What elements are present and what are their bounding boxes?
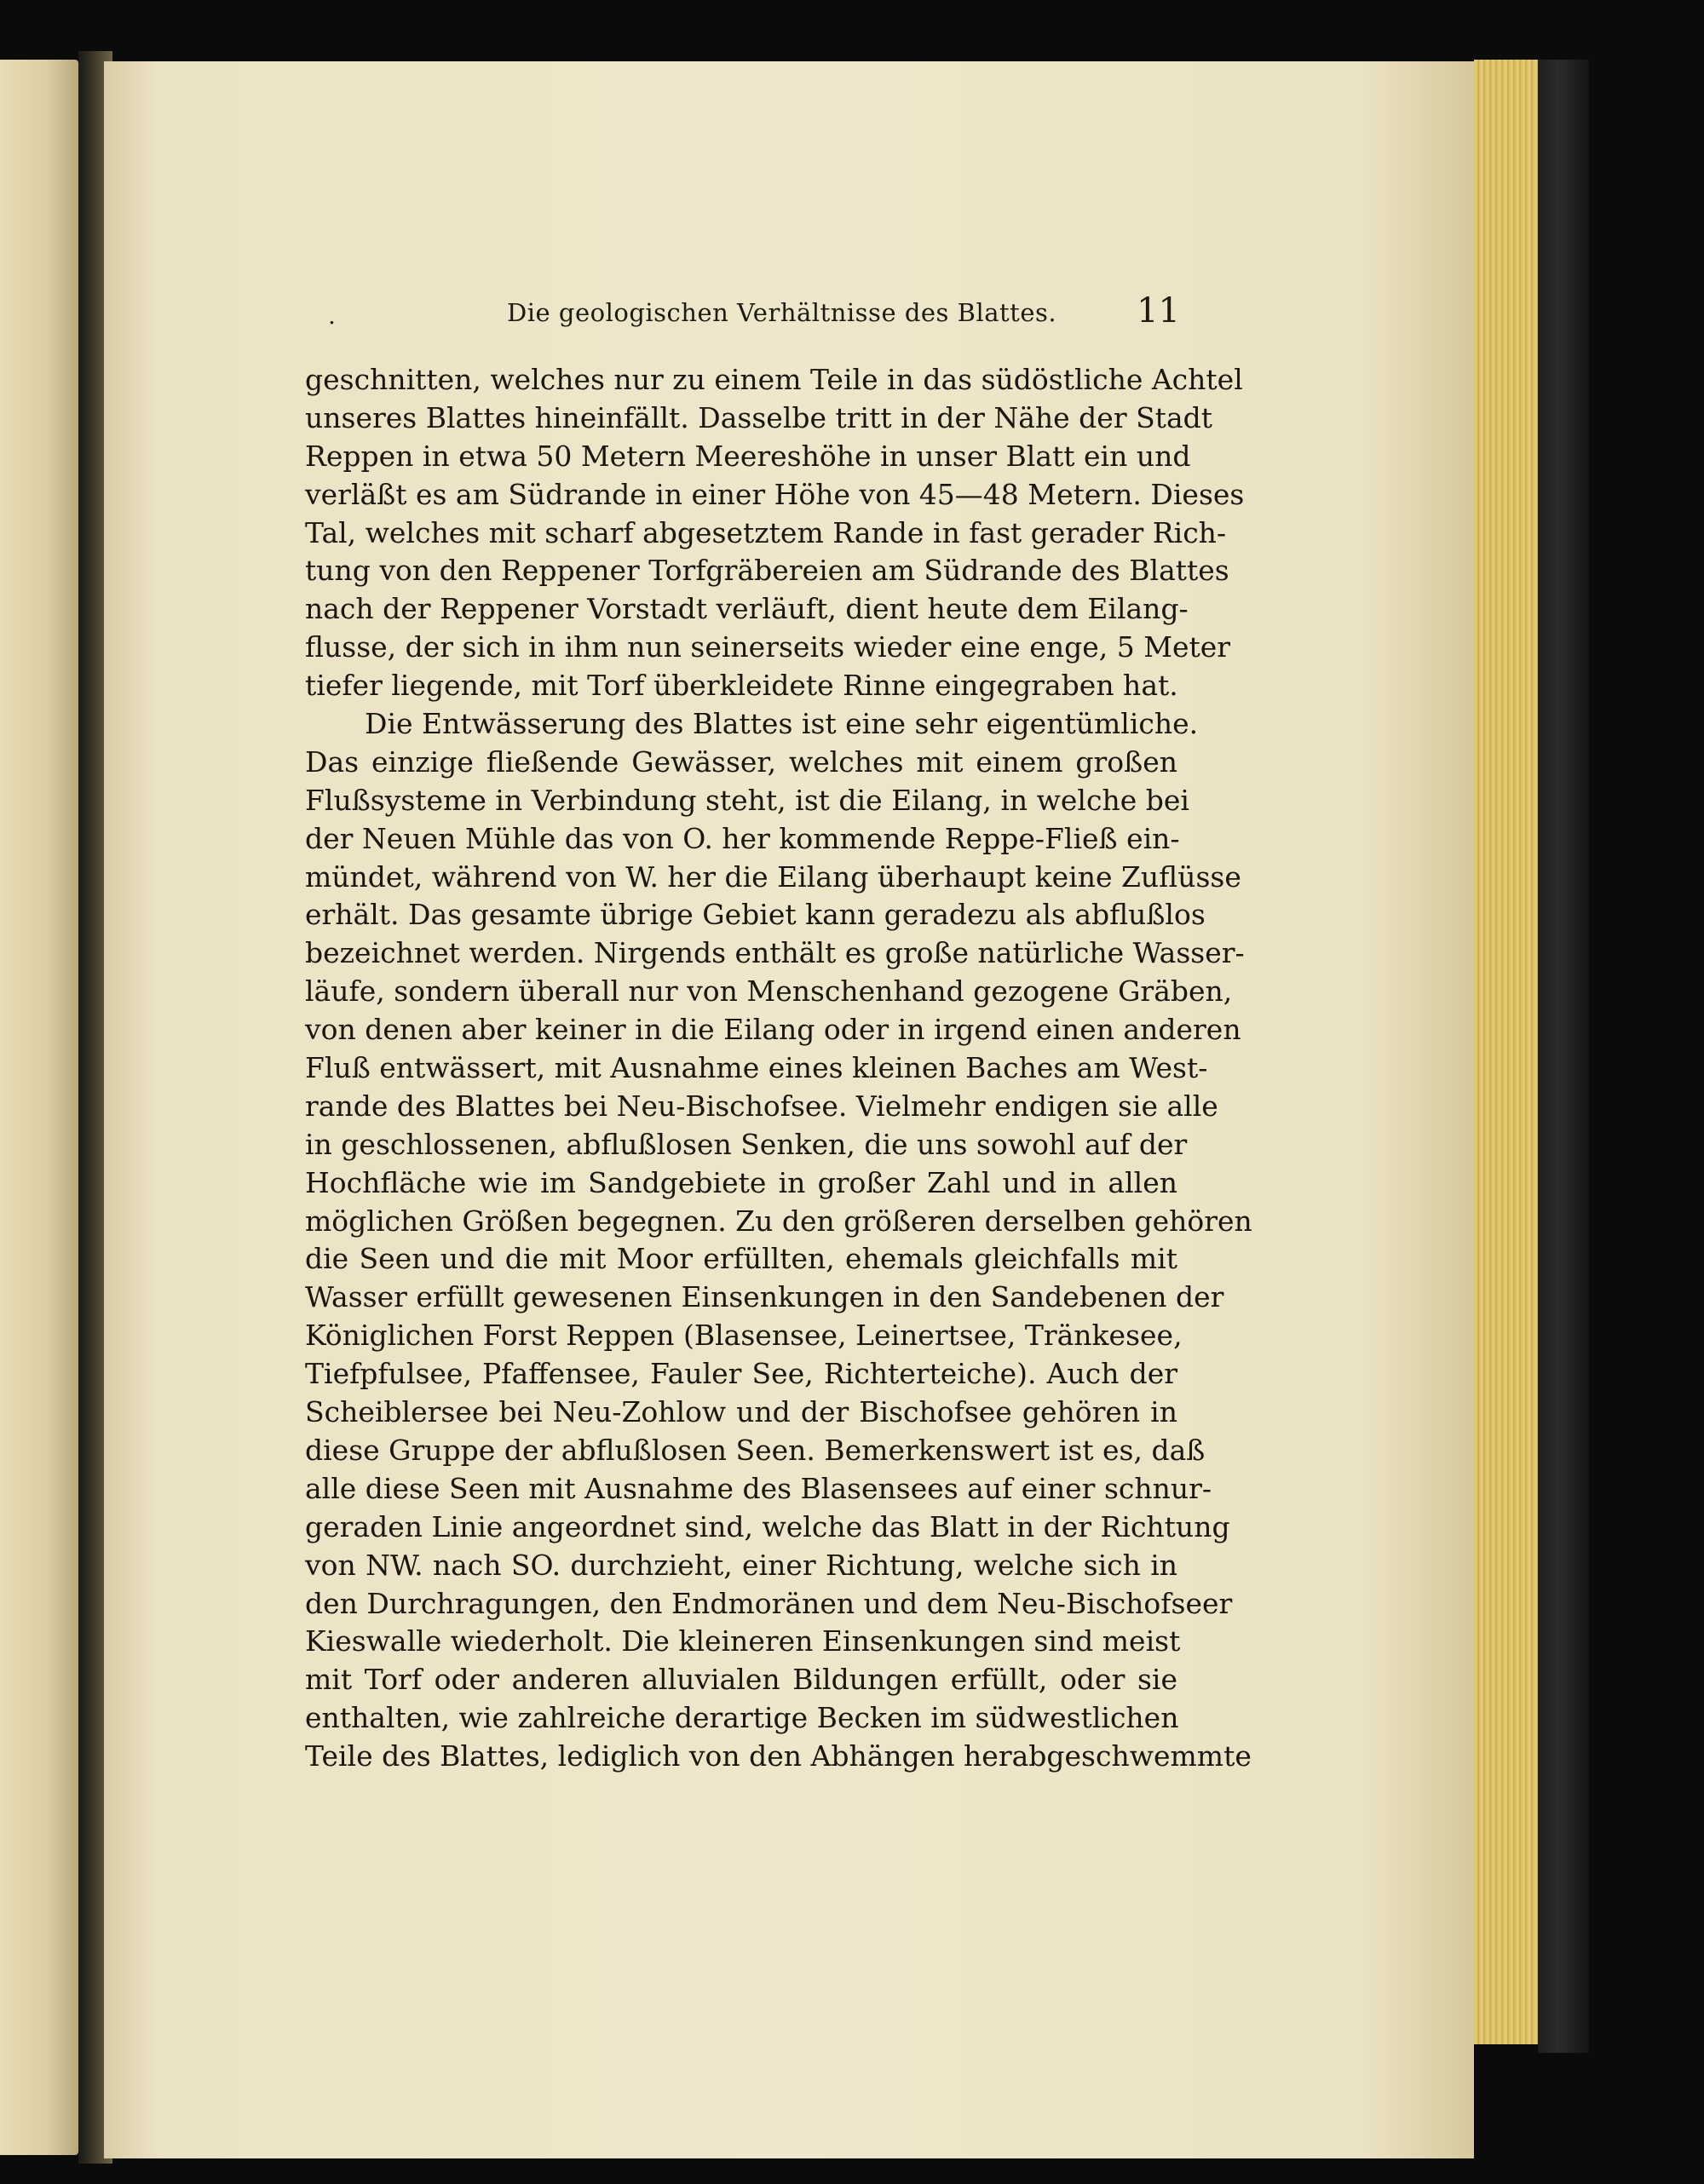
- page-number: 11: [1137, 291, 1180, 330]
- text-line: Hochfläche wie im Sandgebiete in großer Zahl und in allen: [305, 1165, 1177, 1199]
- text-line: Tal, welches mit scharf abgesetztem Rande in fast gerader Rich-: [305, 515, 1227, 549]
- text-line: flusse, der sich in ihm nun seinerseits wieder eine enge, 5 Meter: [305, 630, 1231, 664]
- text-line: geschnitten, welches nur zu einem Teile in das südöstliche Achtel: [305, 363, 1243, 396]
- running-head: [294, 291, 1180, 334]
- running-head-title: Die geologischen Verhältnisse des Blattes.: [507, 298, 1057, 327]
- text-line: mit Torf oder anderen alluvialen Bildungen erfüllt, oder sie: [305, 1663, 1177, 1697]
- text-line: unseres Blattes hineinfällt. Dasselbe tritt in der Nähe der Stadt: [305, 400, 1213, 434]
- text-line: Reppen in etwa 50 Metern Meereshöhe in unser Blatt ein und: [305, 439, 1191, 473]
- text-line: von NW. nach SO. durchzieht, einer Richtung, welche sich in: [305, 1548, 1177, 1582]
- left-page-edge: [0, 60, 78, 2155]
- text-line: die Seen und die mit Moor erfüllten, ehemals gleichfalls mit: [305, 1242, 1177, 1276]
- text-line: tiefer liegende, mit Torf überkleidete Rinne eingegraben hat.: [305, 669, 1178, 703]
- text-line: enthalten, wie zahlreiche derartige Becken im südwestlichen: [305, 1701, 1179, 1735]
- text-line: Teile des Blattes, lediglich von den Abhängen herabgeschwemmte: [305, 1739, 1252, 1773]
- text-line: verläßt es am Südrande in einer Höhe von 45—48 Metern. Dieses: [305, 477, 1245, 511]
- text-line: diese Gruppe der abflußlosen Seen. Bemerkenswert ist es, daß: [305, 1433, 1206, 1467]
- text-line: läufe, sondern überall nur von Menschenhand gezogene Gräben,: [305, 974, 1233, 1009]
- text-line: geraden Linie angeordnet sind, welche das Blatt in der Richtung: [305, 1509, 1230, 1543]
- text-line: rande des Blattes bei Neu-Bischofsee. Vielmehr endigen sie alle: [305, 1089, 1218, 1123]
- text-line: der Neuen Mühle das von O. her kommende Reppe-Fließ ein-: [305, 821, 1180, 855]
- text-line: möglichen Größen begegnen. Zu den größeren derselben gehören: [305, 1204, 1252, 1238]
- text-line: Fluß entwässert, mit Ausnahme eines kleinen Baches am West-: [305, 1051, 1208, 1085]
- text-line: Kieswalle wiederholt. Die kleineren Einsenkungen sind meist: [305, 1624, 1181, 1658]
- book-cover-edge: [1538, 60, 1589, 2053]
- text-line: Tiefpfulsee, Pfaffensee, Fauler See, Richterteiche). Auch der: [305, 1357, 1177, 1391]
- text-line: mündet, während von W. her die Eilang überhaupt keine Zuflüsse: [305, 859, 1241, 894]
- text-line: nach der Reppener Vorstadt verläuft, dient heute dem Eilang-: [305, 592, 1189, 626]
- text-line: Das einzige fließende Gewässer, welches mit einem großen: [305, 744, 1177, 779]
- body-text: [305, 361, 1252, 1776]
- head-dot: .: [328, 302, 336, 330]
- text-line: in geschlossenen, abflußlosen Senken, die uns sowohl auf der: [305, 1127, 1188, 1161]
- text-line: Wasser erfüllt gewesenen Einsenkungen in den Sandebenen der: [305, 1280, 1224, 1314]
- paragraph-start-line: Die Entwässerung des Blattes ist eine sehr eigentümliche.: [365, 707, 1199, 741]
- text-line: von denen aber keiner in die Eilang oder in irgend einen anderen: [305, 1013, 1241, 1047]
- text-line: Königlichen Forst Reppen (Blasensee, Leinertsee, Tränkesee,: [305, 1319, 1183, 1353]
- text-line: erhält. Das gesamte übrige Gebiet kann geradezu als abflußlos: [305, 898, 1206, 932]
- page-edges: [1474, 60, 1542, 2044]
- text-line: tung von den Reppener Torfgräbereien am Südrande des Blattes: [305, 554, 1229, 588]
- text-line: bezeichnet werden. Nirgends enthält es große natürliche Wasser-: [305, 936, 1245, 970]
- text-line: Flußsysteme in Verbindung steht, ist die Eilang, in welche bei: [305, 783, 1189, 817]
- text-line: Scheiblersee bei Neu-Zohlow und der Bischofsee gehören in: [305, 1395, 1177, 1429]
- text-line: den Durchragungen, den Endmoränen und dem Neu-Bischofseer: [305, 1586, 1233, 1620]
- text-line: alle diese Seen mit Ausnahme des Blasensees auf einer schnur-: [305, 1471, 1212, 1505]
